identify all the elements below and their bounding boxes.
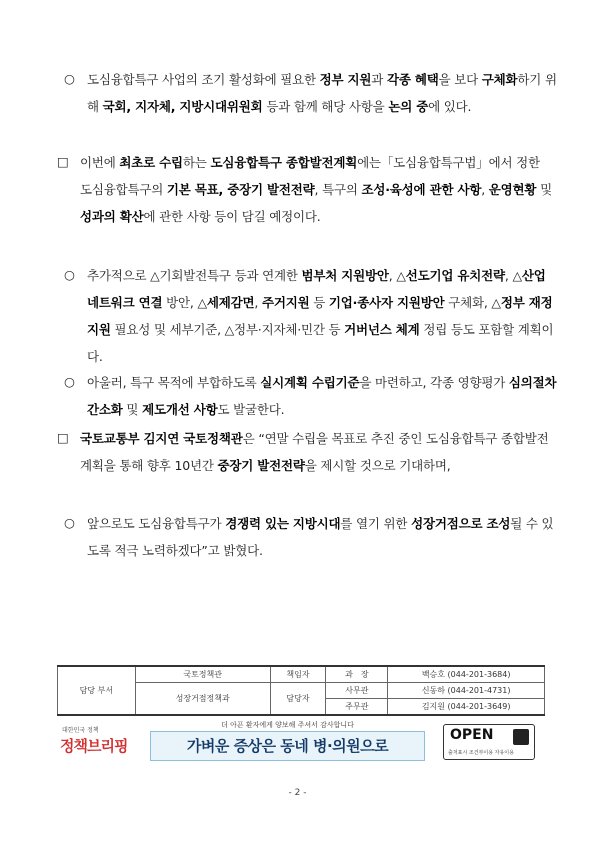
contact-title: 과 장 xyxy=(326,666,388,683)
contact-title: 사무관 xyxy=(326,683,388,699)
contact-table xyxy=(57,665,545,716)
paragraph-6: 앞으로도 도심융합특구가 경쟁력 있는 지방시대를 열기 위한 성장거점으로 조성될 수 있도록 적극 노력하겠다”고 밝혔다. xyxy=(87,516,554,558)
bullet-marker: □ xyxy=(57,154,69,169)
paragraph-1: 도심융합특구 사업의 조기 활성화에 필요한 정부 지원과 각종 혜택을 보다 구체화하기 위해 국회, 지자체, 지방시대위원회 등과 함께 해당 사항을 논의 중에 있다. xyxy=(87,72,557,114)
bullet-marker: □ xyxy=(57,430,69,445)
role-label: 담당자 xyxy=(270,683,326,716)
bullet-marker: ○ xyxy=(64,374,75,389)
paragraph-3: 추가적으로 △기회발전특구 등과 연계한 범부처 지원방안, △선도기업 유치전략, △산업 네트워크 연결 방안, △세제감면, 주거지원 등 기업·종사자 지원방안 구체화, △정부 재정지원 필요성 및 세부기준, △정부·지자체·민간 등 거버넌스 체계 정립 등도 포함할 계획이다. xyxy=(87,268,554,364)
logo-text: 정책브리핑 xyxy=(60,737,128,755)
contact-person: 김지원 (044-201-3649) xyxy=(388,699,545,716)
bullet-marker: ○ xyxy=(64,71,75,86)
banner-caption: 더 아픈 환자에게 양보해 주셔서 감사합니다 xyxy=(221,721,354,729)
open-label: OPEN xyxy=(450,727,494,743)
paragraph-2: 이번에 최초로 수립하는 도심융합특구 종합발전계획에는「도심융합특구법」에서 정한 도심융합특구의 기본 목표, 중장기 발전전략, 특구의 조성·육성에 관한 사항, 운영현황 및 성과의 확산에 관한 사항 등이 담길 예정이다. xyxy=(80,155,552,224)
kogl-open-license-badge xyxy=(443,724,535,760)
public-campaign-banner xyxy=(150,720,425,762)
license-icon xyxy=(513,729,529,745)
bullet-marker: ○ xyxy=(64,515,75,530)
logo-small-text: 대한민국 정책 xyxy=(62,727,99,734)
dept-name: 국토정책관 xyxy=(135,666,270,683)
dept-label: 담당 부서 xyxy=(58,666,136,715)
paragraph-4: 아울러, 특구 목적에 부합하도록 실시계획 수립기준을 마련하고, 각종 영향평가 심의절차 간소화 및 제도개선 사항도 발굴한다. xyxy=(87,375,557,417)
contact-title: 주무관 xyxy=(326,699,388,716)
contact-person: 신동하 (044-201-4731) xyxy=(388,683,545,699)
dept-name: 성장거점정책과 xyxy=(135,683,270,716)
license-caption: 출처표시 조건부이용 자유이용 xyxy=(448,750,514,756)
contact-person: 백승호 (044-201-3684) xyxy=(388,666,545,683)
page-number: - 2 - xyxy=(288,788,307,798)
banner-headline: 가벼운 증상은 동네 병·의원으로 xyxy=(150,731,425,761)
role-label: 책임자 xyxy=(270,666,326,683)
bullet-marker: ○ xyxy=(64,267,75,282)
paragraph-5: 국토교통부 김지연 국토정책관은 “연말 수립을 목표로 추진 중인 도심융합특구 종합발전계획을 통해 향후 10년간 중장기 발전전략을 제시할 것으로 기대하며, xyxy=(80,431,549,473)
korea-policy-briefing-logo xyxy=(60,725,140,761)
